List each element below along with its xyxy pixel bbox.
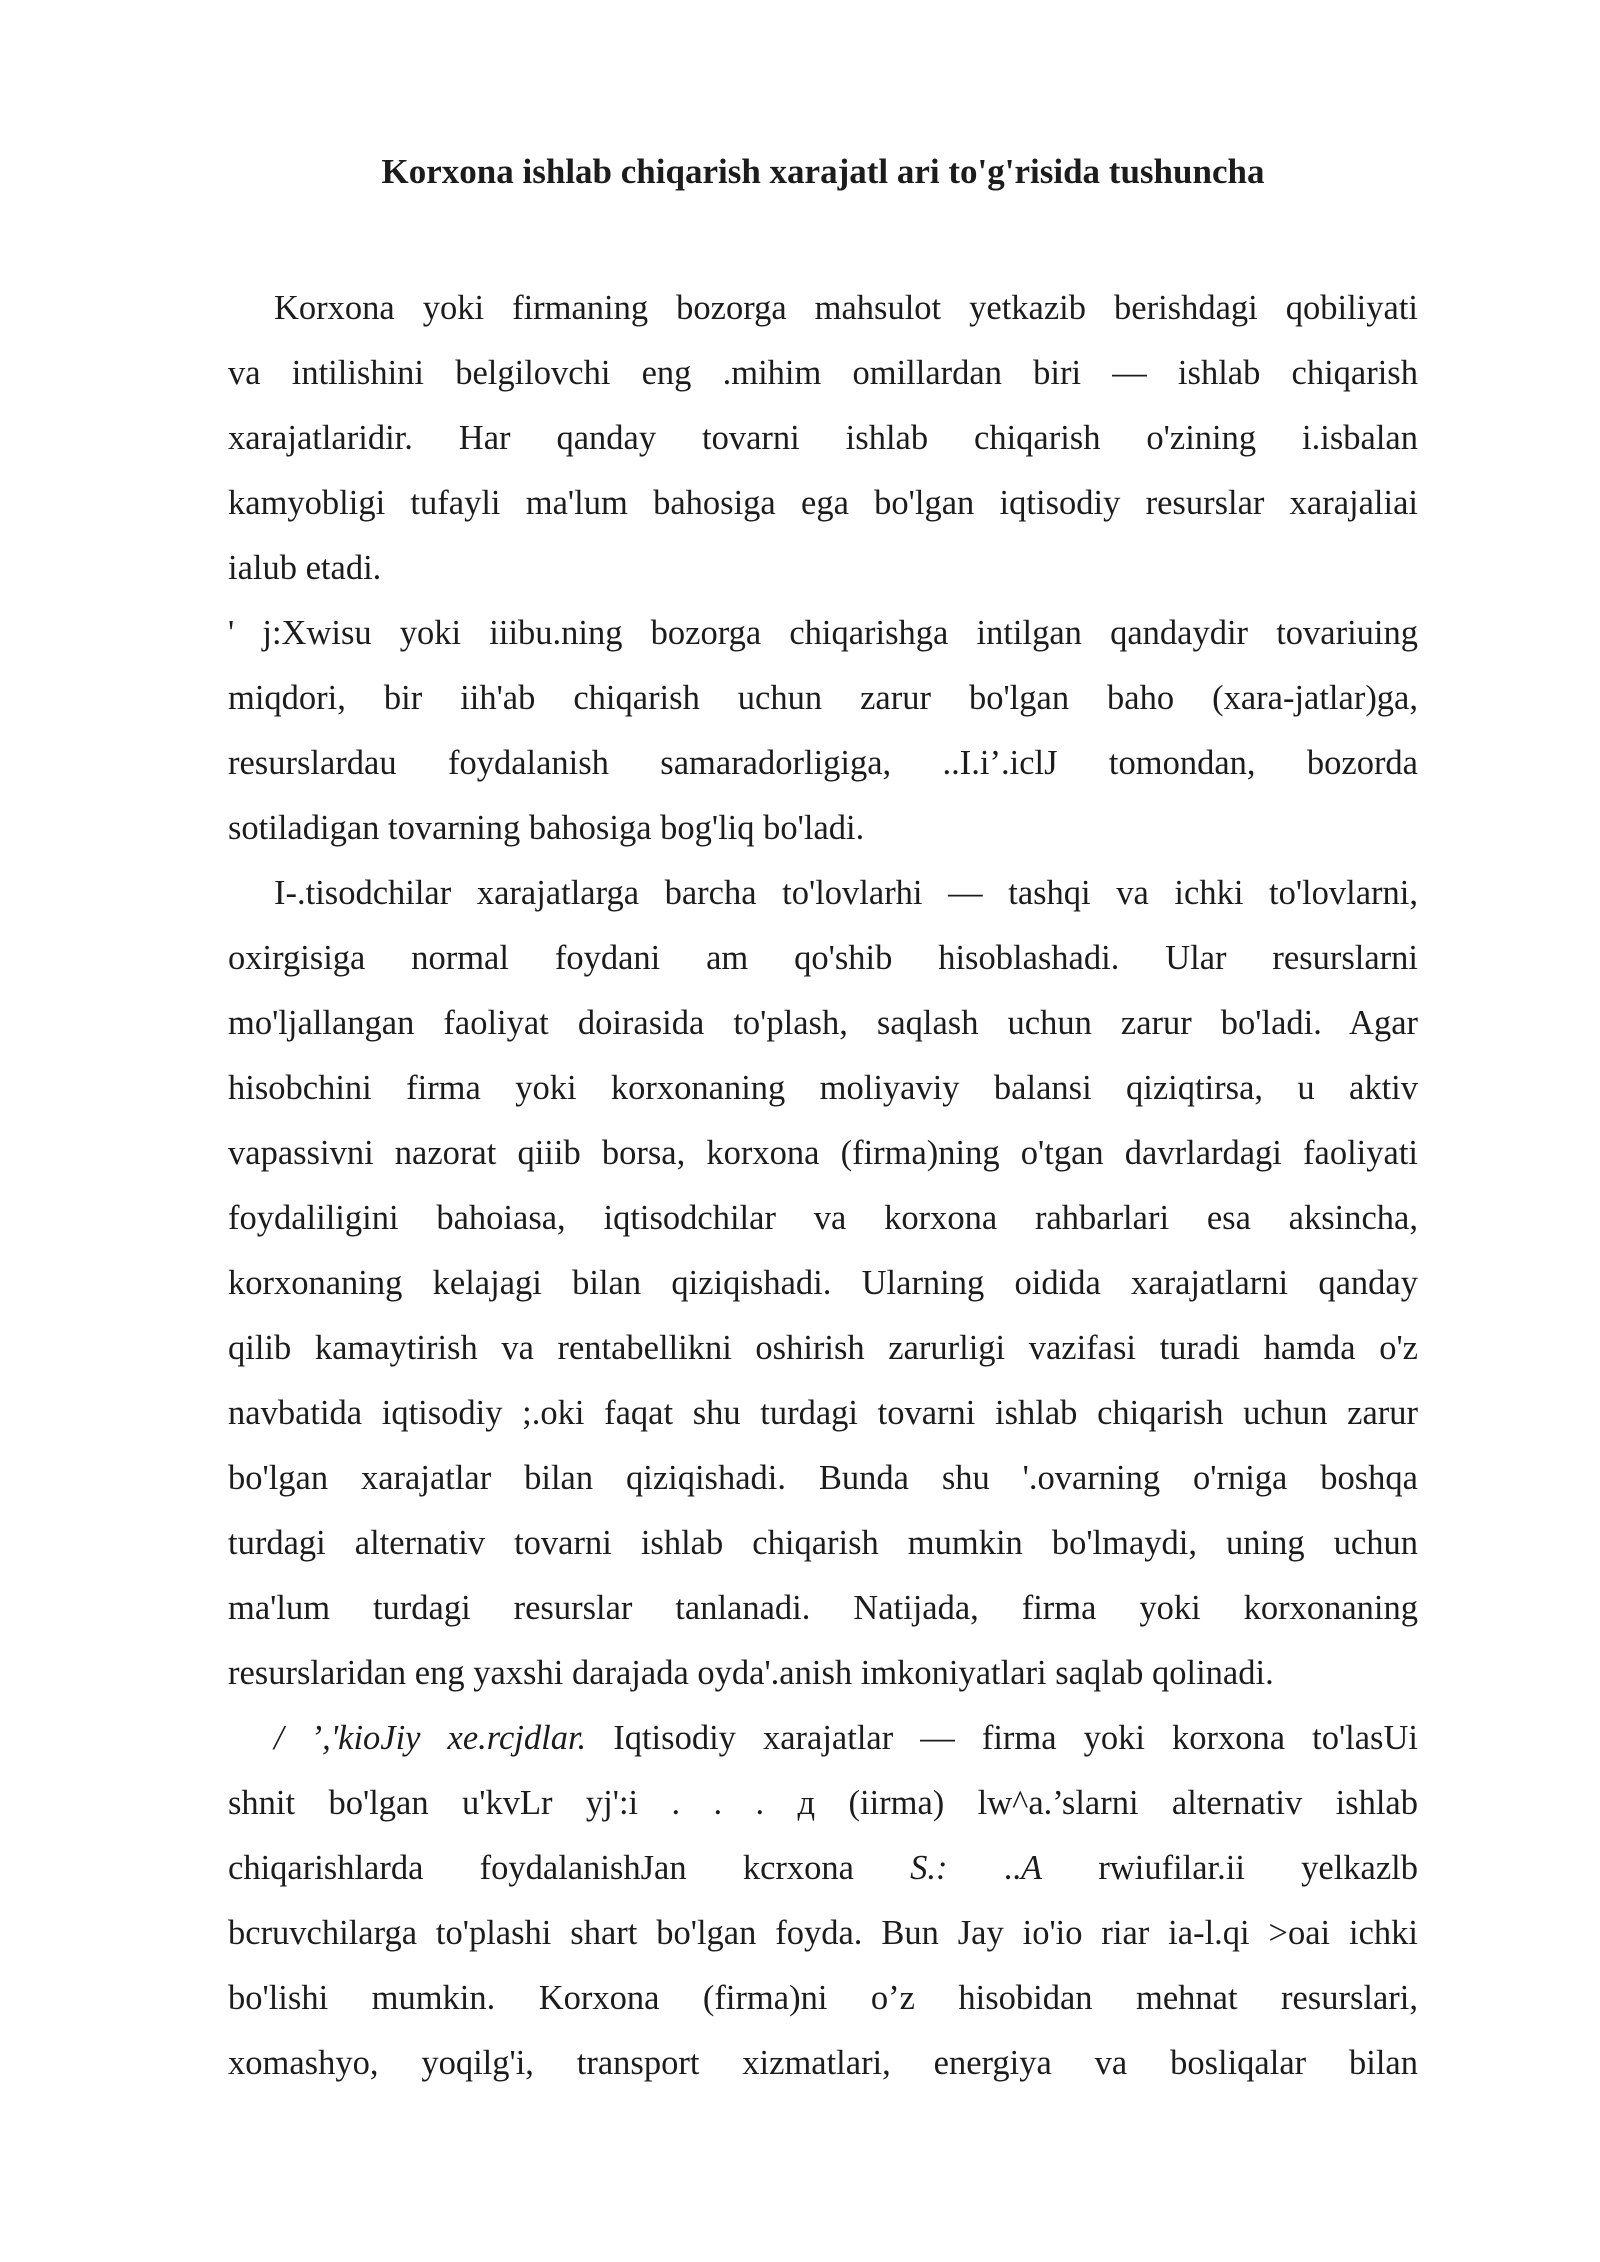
text-line: xomashyo, yoqilg'i, transport xizmatlari, energiya va bosliqalar bilan — [228, 2044, 1418, 2082]
text-segment: Iqtisodiy xarajatlar — firma yoki korxona to'lasUi — [613, 1719, 1418, 1757]
text-line: mo'ljallangan faoliyat doirasida to'plash, saqlash uchun zarur bo'ladi. Agar — [228, 1004, 1418, 1042]
text-line: ma'lum turdagi resurslar tanlanadi. Natijada, firma yoki korxonaning — [228, 1589, 1418, 1627]
text-line — [228, 1836, 1418, 1901]
text-line: ialub etadi. — [228, 549, 382, 587]
text-line: kamyobligi tufayli ma'lum bahosiga ega bo'lgan iqtisodiy resurslar xarajaliai — [228, 484, 1418, 522]
text-line: Korxona yoki firmaning bozorga mahsulot yetkazib berishdagi qobiliyati — [274, 289, 1418, 327]
text-line: bo'lishi mumkin. Korxona (firma)ni o’z hisobidan mehnat resurslari, — [228, 1979, 1418, 2017]
text-line: navbatida iqtisodiy ;.oki faqat shu turdagi tovarni ishlab chiqarish uchun zarur — [228, 1394, 1418, 1432]
text-line: miqdori, bir iih'ab chiqarish uchun zarur bo'lgan baho (xara-jatlar)ga, — [228, 679, 1418, 717]
text-line — [228, 1706, 1418, 1771]
text-line: sotiladigan tovarning bahosiga bog'liq bo'ladi. — [228, 809, 865, 847]
document-title: Korxona ishlab chiqarish xarajatl ari to'g'risida tushuncha — [381, 152, 1265, 191]
text-line: hisobchini firma yoki korxonaning moliyaviy balansi qiziqtirsa, u aktiv — [228, 1069, 1418, 1107]
text-line: bcruvchilarga to'plashi shart bo'lgan foyda. Bun Jay io'io riar ia-l.qi >oai ichki — [228, 1914, 1418, 1952]
italic-term: / ’,'kioJiy xe.rcjdlar. — [274, 1719, 587, 1757]
text-line: turdagi alternativ tovarni ishlab chiqarish mumkin bo'lmaydi, uning uchun — [228, 1524, 1418, 1562]
text-line: vapassivni nazorat qiiib borsa, korxona (firma)ning o'tgan davrlardagi faoliyati — [228, 1134, 1418, 1172]
text-line: resurslaridan eng yaxshi darajada oyda'.anish imkoniyatlari saqlab qolinadi. — [228, 1654, 1274, 1692]
text-segment: rwiufilar.ii yelkazlb — [1098, 1849, 1419, 1887]
text-line: va intilishini belgilovchi eng .mihim omillardan biri — ishlab chiqarish — [228, 354, 1418, 392]
text-line: oxirgisiga normal foydani am qo'shib hisoblashadi. Ular resurslarni — [228, 939, 1418, 977]
text-line: qilib kamaytirish va rentabellikni oshirish zarurligi vazifasi turadi hamda o'z — [228, 1329, 1418, 1367]
text-line: xarajatlaridir. Har qanday tovarni ishlab chiqarish o'zining i.isbalan — [228, 419, 1418, 457]
text-line: resurslardau foydalanish samaradorligiga, ..I.i’.iclJ tomondan, bozorda — [228, 744, 1418, 782]
text-segment: .. — [1003, 1849, 1022, 1887]
document-body — [228, 276, 1418, 2096]
text-line: shnit bo'lgan u'kvLr yj':i . . . д (iirma) lw^a.’slarni alternativ ishlab — [228, 1784, 1418, 1822]
text-line: bo'lgan xarajatlar bilan qiziqishadi. Bunda shu '.ovarning o'rniga boshqa — [228, 1459, 1418, 1497]
text-line: ' j:Xwisu yoki iiibu.ning bozorga chiqarishga intilgan qandaydir tovariuing — [228, 614, 1418, 652]
text-segment: chiqarishlarda foydalanishJan kcrxona — [228, 1849, 854, 1887]
text-line: I-.tisodchilar xarajatlarga barcha to'lovlarhi — tashqi va ichki to'lovlarni, — [274, 874, 1418, 912]
italic-fragment: A — [1021, 1849, 1043, 1887]
text-line: korxonaning kelajagi bilan qiziqishadi. Ularning oidida xarajatlarni qanday — [228, 1264, 1418, 1302]
text-line: foydaliligini bahoiasa, iqtisodchilar va korxona rahbarlari esa aksincha, — [228, 1199, 1418, 1237]
italic-fragment: S.: — [910, 1849, 948, 1887]
